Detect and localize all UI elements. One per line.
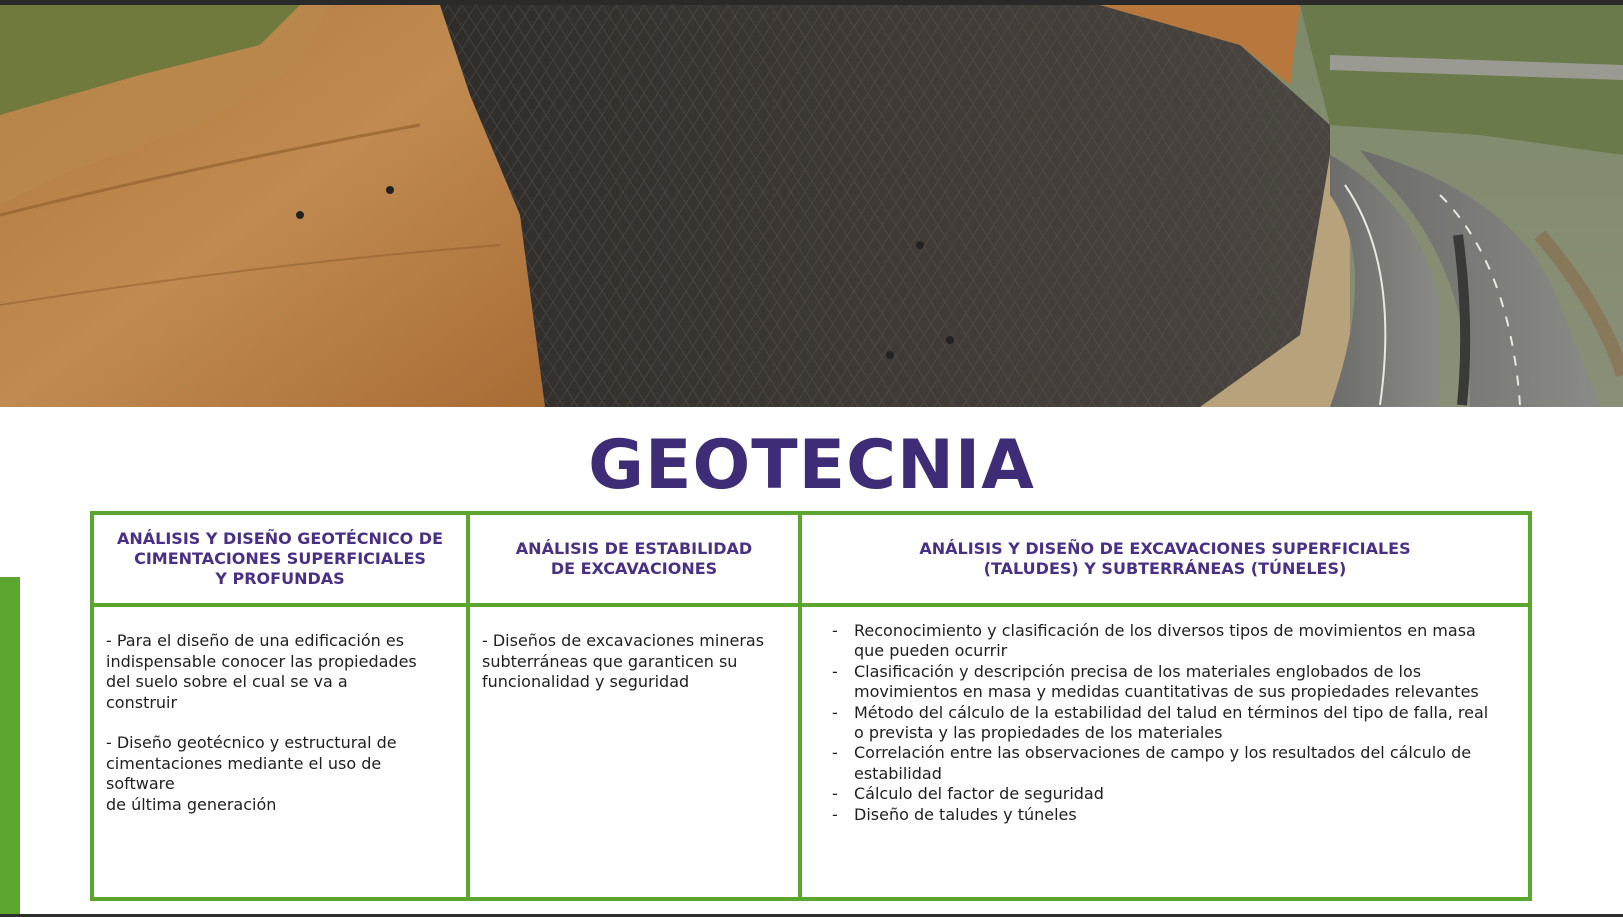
page-title: GEOTECNIA: [588, 426, 1035, 505]
services-table: [90, 511, 1532, 901]
list-item: - Clasificación y descripción precisa de los materiales englobados de los movimientos en masa y medidas cuantitativas de sus propiedades relevantes: [832, 662, 1528, 703]
column-heading-text: ANÁLISIS Y DISEÑO DE EXCAVACIONES SUPERFICIALES (TALUDES) Y SUBTERRÁNEAS (TÚNELES): [919, 539, 1411, 578]
column-heading-text: ANÁLISIS Y DISEÑO GEOTÉCNICO DE CIMENTACIONES SUPERFICIALES Y PROFUNDAS: [117, 529, 443, 588]
header-photo: [0, 5, 1623, 407]
column-body-3: [802, 607, 1528, 897]
list-item: - Método del cálculo de la estabilidad del talud en términos del tipo de falla, real o prevista y las propiedades de los materiales: [832, 703, 1528, 744]
column-header-2: [470, 515, 802, 607]
column-header-1: [94, 515, 470, 607]
list-item: - Reconocimiento y clasificación de los diversos tipos de movimientos en masa que pueden ocurrir: [832, 621, 1528, 662]
bullet-list: [802, 607, 1528, 825]
side-accent-bar: [0, 577, 20, 917]
list-item: - Diseño geotécnico y estructural de cimentaciones mediante el uso de software de última generación: [106, 733, 397, 814]
column-body-2: [470, 607, 802, 897]
column-header-3: [802, 515, 1528, 607]
list-item: - Cálculo del factor de seguridad: [832, 784, 1528, 804]
list-item: - Correlación entre las observaciones de campo y los resultados del cálculo de estabilidad: [832, 743, 1528, 784]
list-item: - Para el diseño de una edificación es indispensable conocer las propiedades del suelo sobre el cual se va a construir: [106, 631, 417, 712]
list-item: - Diseños de excavaciones mineras subterráneas que garanticen su funcionalidad y seguridad: [482, 631, 765, 691]
column-heading-text: ANÁLISIS DE ESTABILIDAD DE EXCAVACIONES: [515, 539, 753, 578]
column-body-1: [94, 607, 470, 897]
list-item: - Diseño de taludes y túneles: [832, 805, 1528, 825]
